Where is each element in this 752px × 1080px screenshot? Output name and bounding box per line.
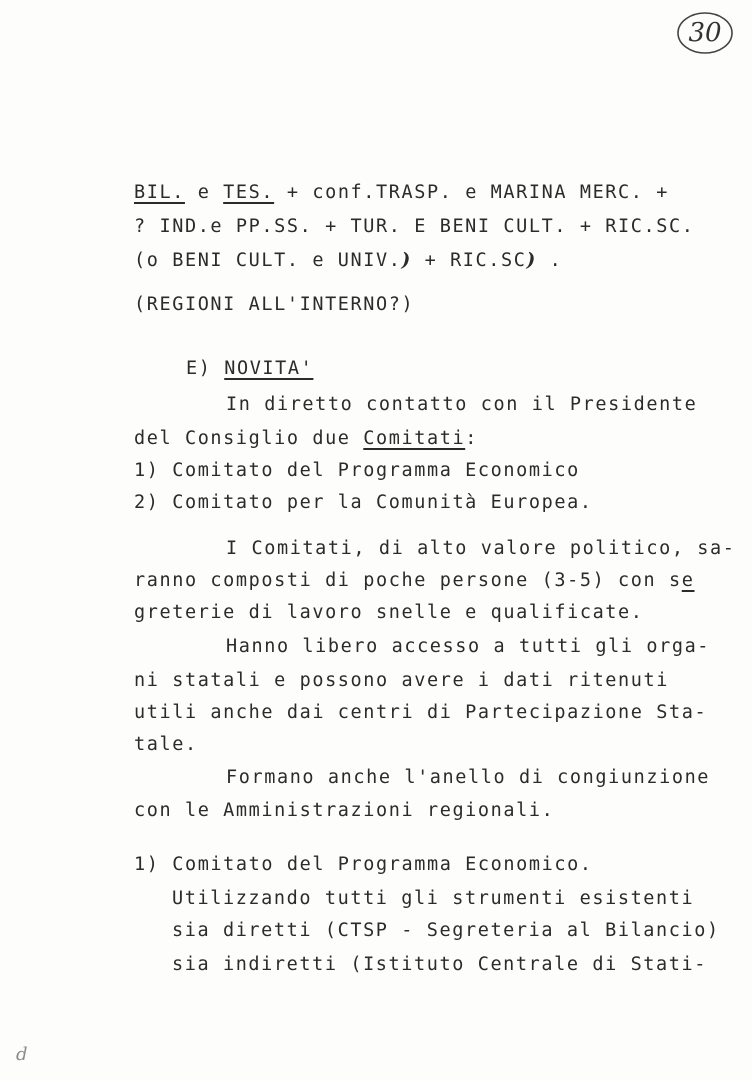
page-number-stamp — [676, 10, 734, 56]
line-11-underlined: e — [681, 570, 695, 591]
corner-mark: d — [16, 1044, 28, 1065]
line-8: 1) Comitato del Programma Economico — [134, 460, 580, 481]
line-1-part-a: e — [184, 182, 224, 203]
line-5-heading — [186, 358, 313, 380]
handwritten-paren-2: ) — [526, 250, 537, 271]
handwritten-paren-1: ) — [401, 250, 412, 271]
line-19: 1) Comitato del Programma Economico. — [134, 854, 593, 875]
line-9: 2) Comitato per la Comunità Europea. — [134, 492, 593, 513]
line-16: tale. — [134, 734, 198, 755]
line-14: ni statali e possono avere i dati ritenuti — [134, 670, 669, 691]
line-18: con le Amministrazioni regionali. — [134, 800, 555, 821]
line-3-part-a: (o BENI CULT. e UNIV. — [134, 250, 402, 271]
section-letter: E) — [186, 358, 225, 379]
line-13: Hanno libero accesso a tutti gli orga- — [226, 636, 711, 657]
line-1-underlined-tes: TES. — [223, 182, 275, 203]
line-4: (REGIONI ALL'INTERNO?) — [134, 294, 415, 315]
line-1-underlined-bil: BIL. — [134, 182, 185, 203]
line-22: sia indiretti (Istituto Centrale di Stati- — [172, 954, 707, 975]
line-1-part-c: + conf.TRASP. e MARINA MERC. + — [274, 182, 670, 203]
line-3-part-c: . — [536, 250, 563, 271]
line-21: sia diretti (CTSP - Segreteria al Bilancio) — [172, 920, 720, 941]
line-10: I Comitati, di alto valore politico, sa- — [226, 538, 736, 559]
line-7-underlined: Comitati — [363, 428, 466, 449]
line-3 — [134, 250, 562, 272]
line-11-part-a: ranno composti di poche persone (3-5) con s — [134, 570, 682, 591]
line-1 — [134, 182, 669, 204]
line-6: In diretto contatto con il Presidente — [226, 394, 698, 415]
section-title: NOVITA' — [224, 358, 314, 379]
line-15: utili anche dai centri di Partecipazione Sta- — [134, 702, 708, 723]
line-17: Formano anche l'anello di congiunzione — [226, 767, 711, 788]
line-3-part-b: + RIC.SC — [411, 250, 527, 271]
line-11 — [134, 570, 694, 592]
line-20: Utilizzando tutti gli strumenti esistenti — [172, 888, 695, 909]
line-12: greterie di lavoro snelle e qualificate. — [134, 602, 644, 623]
line-7-part-a: del Consiglio due — [134, 428, 364, 449]
line-2: ? IND.e PP.SS. + TUR. E BENI CULT. + RIC.SC. — [134, 216, 695, 237]
page-number: 30 — [688, 18, 722, 48]
line-7-part-b: : — [465, 428, 478, 449]
line-7 — [134, 428, 478, 450]
